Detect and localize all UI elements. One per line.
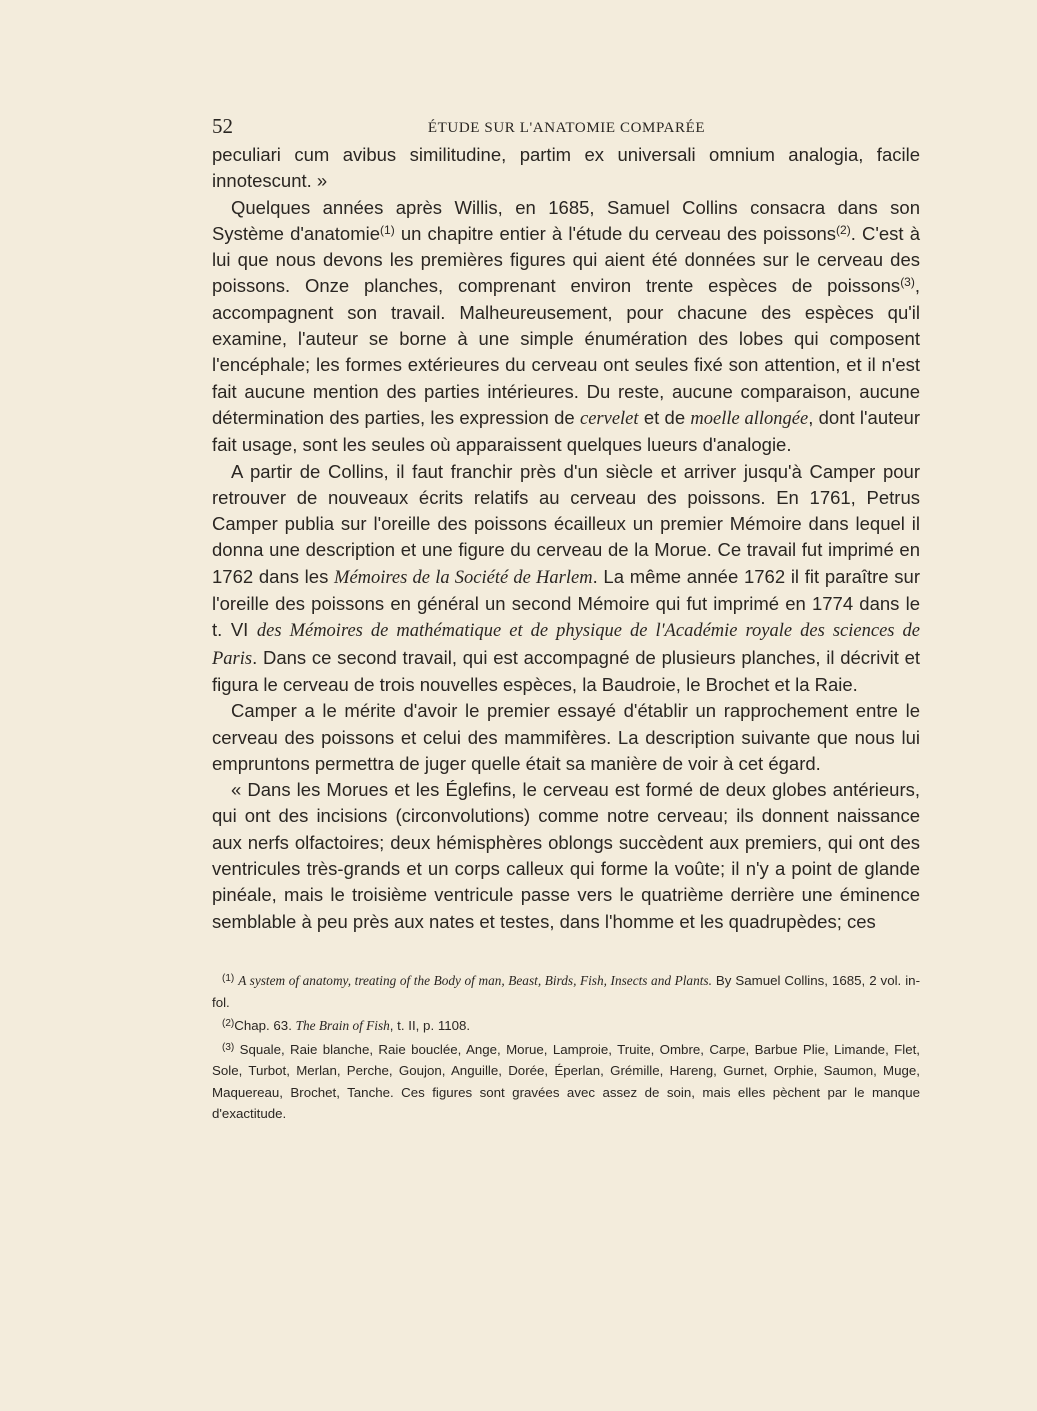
paragraph: « Dans les Morues et les Églefins, le cerveau est formé de deux globes antérieurs, qui ont des incisions (circonvolutions) comme notre cerveau; ils donnent naissance aux nerfs olfactoires; deux hémisphères oblongs succèdent aux premiers, qui ont des ventricules très-grands et un corps calleux qui forme la voûte; il n'y a point de glande pinéale, mais le troisième ventricule passe vers le quatrième derrière une éminence semblable à peu près aux nates et testes, dans l'homme et les quadrupèdes; ces: [212, 779, 920, 932]
paragraph: Quelques années après Willis, en 1685, Samuel Collins consacra dans son Système d'anatomie$^{(1)}$ un chapitre entier à l'étude du cerveau des poissons$^{(2)}$. C'est à lui que nous devons les premières figures qui aient été données sur le cerveau des poissons. Onze planches, comprenant environ trente espèces de poissons$^{(3)}$, accompagnent son travail. Malheureusement, pour chacune des espèces qu'il examine, l'auteur se borne à une simple énumération des lobes qui composent l'encéphale; les formes extérieures du cerveau ont seules fixé son attention, et il n'est fait aucune mention des parties intérieures. Du reste, aucune comparaison, aucune détermination des parties, les expression de cervelet et de moelle allongée, dont l'auteur fait usage, sont les seules où apparaissent quelques lueurs d'analogie.: [212, 196, 920, 456]
body-text: [212, 142, 920, 935]
footnote-ref: (3): [900, 275, 915, 290]
italic-citation: des Mémoires de mathématique et de physique de l'Académie royale des sciences de Paris: [212, 621, 920, 669]
footnote: $^{(1)}$ A system of anatomy, treating of the Body of man, Beast, Birds, Fish, Insects and Plants. By Samuel Collins, 1685, 2 vol. in-fol.: [212, 973, 920, 1010]
paragraph: A partir de Collins, il faut franchir près d'un siècle et arriver jusqu'à Camper pour retrouver de nouveaux écrits relatifs au cerveau des poissons. En 1761, Petrus Camper publia sur l'oreille des poissons écailleux un premier Mémoire dans lequel il donna une description et une figure du cerveau de la Morue. Ce travail fut imprimé en 1762 dans les Mémoires de la Société de Harlem. La même année 1762 il fit paraître sur l'oreille des poissons en général un second Mémoire qui fut imprimé en 1774 dans le t. VI des Mémoires de mathématique et de physique de l'Académie royale des sciences de Paris. Dans ce second travail, qui est accompagné de plusieurs planches, il décrivit et figura le cerveau de trois nouvelles espèces, la Baudroie, le Brochet et la Raie.: [212, 460, 921, 695]
footnote: $^{(3)}$ Squale, Raie blanche, Raie bouclée, Ange, Morue, Lamproie, Truite, Ombre, Carpe, Barbue Plie, Limande, Flet, Sole, Turbot, Merlan, Perche, Goujon, Anguille, Dorée, Éperlan, Grémille, Hareng, Gurnet, Orphie, Saumon, Muge, Maquereau, Brochet, Tanche. Ces figures sont gravées avec assez de soin, mais elles pèchent par le manque d'exactitude.: [212, 1041, 920, 1121]
paragraph: Camper a le mérite d'avoir le premier essayé d'établir un rapprochement entre le cerveau des poissons et celui des mammifères. La description suivante que nous lui empruntons permettra de juger quelle était sa manière de voir à cet égard.: [212, 700, 920, 774]
italic-term: moelle allongée: [690, 408, 809, 429]
italic-term: cervelet: [579, 408, 639, 429]
italic-citation: Mémoires de la Société de Harlem: [334, 567, 593, 588]
running-title: ÉTUDE SUR L'ANATOMIE COMPARÉE: [427, 120, 706, 136]
page-number: 52: [212, 114, 233, 138]
paragraph: peculiari cum avibus similitudine, partim ex universali omnium analogia, facile innotescunt. »: [212, 144, 920, 192]
footnote-ref: (2): [836, 222, 851, 237]
footnotes: [212, 968, 920, 1125]
footnote: $^{(2)}$Chap. 63. The Brain of Fish, t. II, p. 1108.: [222, 1018, 471, 1033]
footnote-ref: (1): [380, 222, 395, 237]
